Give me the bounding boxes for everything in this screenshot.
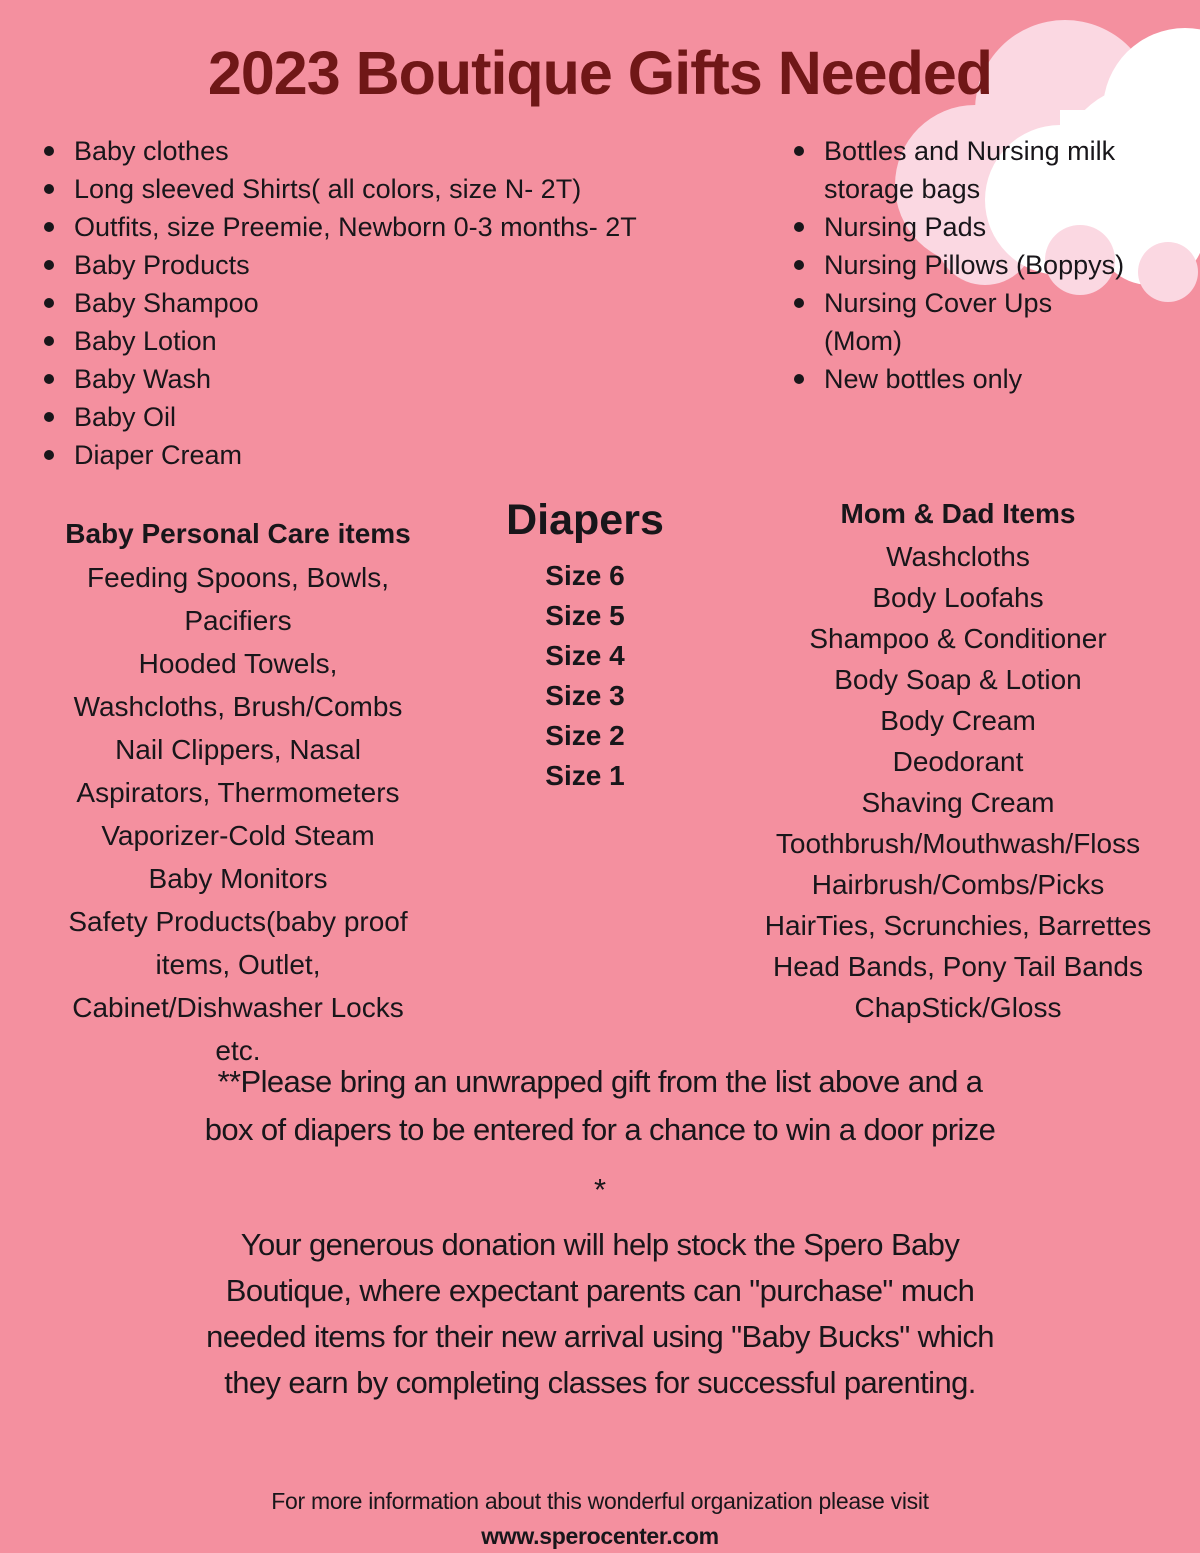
donation-line: Boutique, where expectant parents can "purchase" much <box>225 1273 975 1308</box>
diaper-size: Size 5 <box>545 600 625 631</box>
gift-list-item: Baby Wash <box>38 360 738 398</box>
gift-list-item: Outfits, size Preemie, Newborn 0-3 months- 2T <box>38 208 738 246</box>
mom-dad-heading: Mom & Dad Items <box>840 498 1076 529</box>
gift-list-item: Baby Products <box>38 246 738 284</box>
gift-list-item: Baby Shampoo <box>38 284 738 322</box>
page-title: 2023 Boutique Gifts Needed <box>207 39 993 107</box>
gift-list-item: Bottles and Nursing milk storage bags <box>788 132 1128 208</box>
mom-dad-line: Shampoo & Conditioner <box>809 623 1107 654</box>
diaper-size: Size 6 <box>545 560 625 591</box>
mom-dad-line: Head Bands, Pony Tail Bands <box>773 951 1143 982</box>
donation-line: needed items for their new arrival using "Baby Bucks" which <box>206 1319 994 1354</box>
baby-care-line: Baby Monitors <box>148 863 328 894</box>
footer <box>0 1484 1200 1553</box>
door-prize-note <box>0 1058 1200 1214</box>
donation-line: Your generous donation will help stock the Spero Baby <box>240 1227 960 1262</box>
donation-line: they earn by completing classes for successful parenting. <box>224 1365 976 1400</box>
baby-care-line: Pacifiers <box>184 605 292 636</box>
gift-list-item: Nursing Pillows (Boppys) <box>788 246 1128 284</box>
baby-care-line: items, Outlet, <box>155 949 321 980</box>
mom-dad-lines <box>712 536 1200 1028</box>
footer-info: For more information about this wonderful organization please visit <box>271 1488 929 1514</box>
mom-dad-line: Body Soap & Lotion <box>834 664 1082 695</box>
diaper-size: Size 1 <box>545 760 625 791</box>
cloud-puff-icon <box>1138 242 1198 302</box>
diapers-section <box>462 494 708 796</box>
gift-list-item: Baby clothes <box>38 132 738 170</box>
gift-list-item: New bottles only <box>788 360 1128 398</box>
baby-care-line: etc. <box>215 1035 261 1066</box>
donation-note <box>0 1222 1200 1406</box>
baby-care-section <box>10 512 466 1072</box>
gift-list-item: Baby Oil <box>38 398 738 436</box>
mom-dad-line: HairTies, Scrunchies, Barrettes <box>764 910 1152 941</box>
asterisk: * <box>593 1172 607 1207</box>
mom-dad-line: Toothbrush/Mouthwash/Floss <box>775 828 1141 859</box>
gift-list-right <box>788 132 1128 398</box>
baby-care-line: Feeding Spoons, Bowls, <box>87 562 389 593</box>
footer-website: www.sperocenter.com <box>481 1523 719 1549</box>
donation-lines <box>0 1222 1200 1406</box>
mom-dad-line: Washcloths <box>886 541 1030 572</box>
gift-list-item: Baby Lotion <box>38 322 738 360</box>
gift-list-item: Nursing Pads <box>788 208 1128 246</box>
gift-list-item: Long sleeved Shirts( all colors, size N- 2T) <box>38 170 738 208</box>
diapers-heading: Diapers <box>506 496 664 544</box>
mom-dad-line: Body Loofahs <box>872 582 1044 613</box>
diaper-size: Size 2 <box>545 720 625 751</box>
gift-list-item: Nursing Cover Ups (Mom) <box>788 284 1128 360</box>
baby-care-line: Safety Products(baby proof <box>68 906 408 937</box>
diaper-sizes <box>462 556 708 796</box>
door-prize-lines <box>0 1058 1200 1154</box>
mom-dad-line: Body Cream <box>880 705 1036 736</box>
baby-care-line: Vaporizer-Cold Steam <box>101 820 375 851</box>
gift-list-item: Diaper Cream <box>38 436 738 474</box>
mom-dad-section <box>712 492 1200 1028</box>
baby-care-line: Nail Clippers, Nasal <box>115 734 361 765</box>
baby-care-line: Hooded Towels, <box>138 648 338 679</box>
mom-dad-line: ChapStick/Gloss <box>854 992 1062 1023</box>
door-prize-line: **Please bring an unwrapped gift from the list above and a <box>217 1064 983 1099</box>
mom-dad-line: Shaving Cream <box>861 787 1055 818</box>
diaper-size: Size 3 <box>545 680 625 711</box>
baby-care-lines <box>10 556 466 1072</box>
mom-dad-line: Deodorant <box>892 746 1024 777</box>
baby-care-line: Washcloths, Brush/Combs <box>73 691 403 722</box>
baby-care-line: Cabinet/Dishwasher Locks <box>72 992 404 1023</box>
diaper-size: Size 4 <box>545 640 625 671</box>
baby-care-line: Aspirators, Thermometers <box>76 777 400 808</box>
gift-list-left <box>38 132 738 474</box>
mom-dad-line: Hairbrush/Combs/Picks <box>811 869 1105 900</box>
baby-care-heading: Baby Personal Care items <box>65 518 411 549</box>
door-prize-line: box of diapers to be entered for a chance to win a door prize <box>204 1112 996 1147</box>
